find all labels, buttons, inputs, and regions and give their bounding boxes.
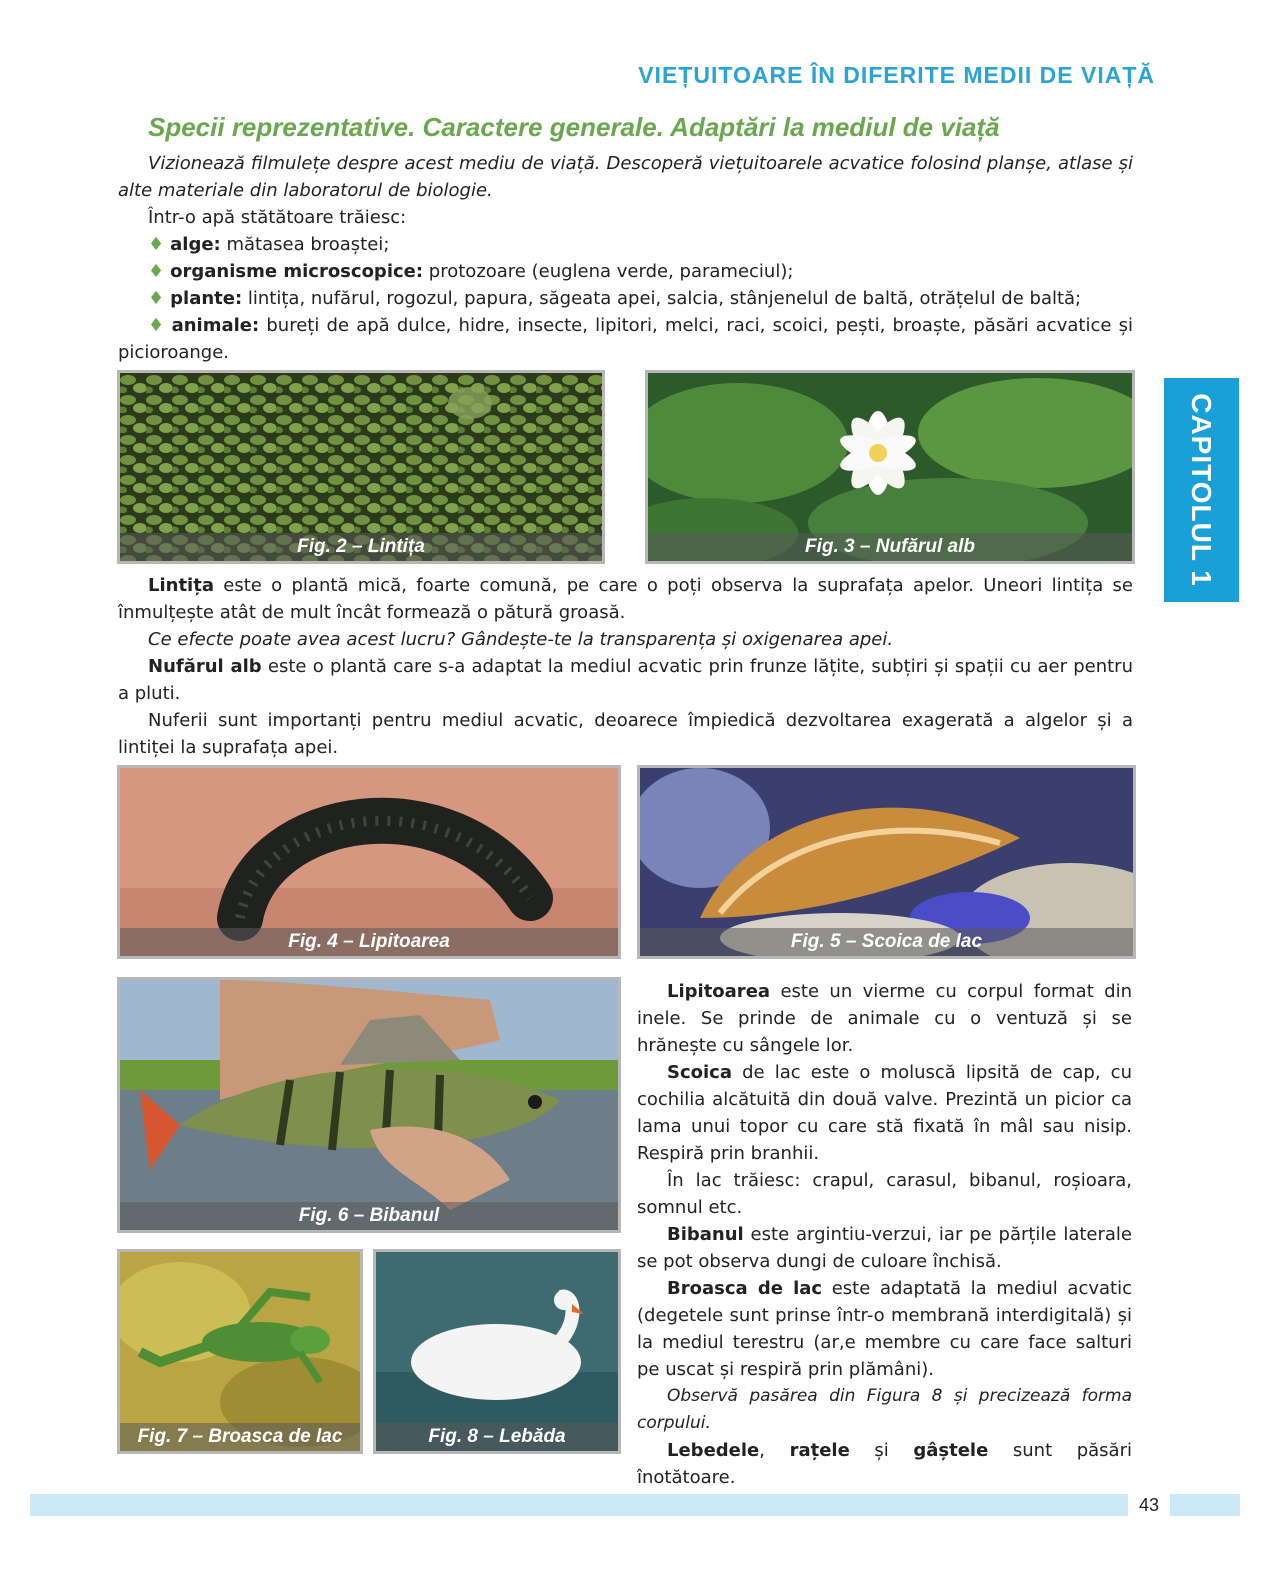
figure-lipitoarea <box>117 765 621 959</box>
paragraph-lebede: Lebedele, rațele și gâștele sunt păsări înotătoare. <box>637 1440 1132 1488</box>
caption-fig4: Fig. 4 – Lipitoarea <box>120 928 618 956</box>
chapter-tab-label: CAPITOLUL 1 <box>1186 393 1217 587</box>
figure-scoica <box>637 765 1136 959</box>
figure-lebada <box>373 1249 621 1454</box>
diamond-icon: ♦ <box>148 234 165 255</box>
right-text-column <box>637 978 1132 1518</box>
running-header: VIEȚUITOARE ÎN DIFERITE MEDII DE VIAȚĂ <box>638 62 1155 88</box>
lead-text: Într-o apă stătătoare trăiesc: <box>148 207 407 228</box>
caption-fig7: Fig. 7 – Broasca de lac <box>120 1423 360 1451</box>
frog-illustration <box>120 1252 360 1451</box>
paragraph-scoica: Scoica de lac este o moluscă lipsită de cap, cu cochilia alcătuită din două valve. Prezintă un picior ca lama unui topor cu care stă fixată în mâl sau nisip. Respiră prin branhii. <box>637 1062 1132 1164</box>
paragraph-broasca: Broasca de lac este adaptată la mediul acvatic (degetele sunt prinse într-o membrană interdigitală) și la mediul terestru (ar,e membre cu care face salturi pe uscat și respiră prin plămâni). <box>637 1278 1132 1380</box>
paragraph-nuferi: Nuferii sunt importanți pentru mediul acvatic, deoarece împiedică dezvoltarea exagerată a algelor și a lintiței la suprafața apei. <box>118 710 1133 758</box>
paragraph-nufar: Nufărul alb este o plantă care s-a adaptat la mediul acvatic prin frunze lățite, subțiri și spații cu aer pentru a pluti. <box>118 656 1133 704</box>
diamond-icon: ♦ <box>148 288 165 309</box>
bullet-item: ♦ organisme microscopice: protozoare (euglena verde, parameciul); <box>148 261 794 282</box>
diamond-icon: ♦ <box>148 261 165 282</box>
diamond-icon: ♦ <box>148 315 166 336</box>
section-title: Specii reprezentative. Caractere generale. Adaptări la mediul de viață <box>148 112 1000 142</box>
question-pasare: Observă pasărea din Figura 8 și precizează forma corpului. <box>637 1386 1132 1433</box>
caption-fig3: Fig. 3 – Nufărul alb <box>648 533 1132 561</box>
perch-illustration <box>120 980 618 1230</box>
question-lintita: Ce efecte poate avea acest lucru? Gândește-te la transparența și oxigenarea apei. <box>148 629 894 650</box>
intro-text: Vizionează filmulețe despre acest mediu de viață. Descoperă viețuitoarele acvatice folosind planșe, atlase și alte materiale din laboratorul de biologie. <box>118 153 1133 201</box>
paragraph-lipitoarea: Lipitoarea este un vierme cu corpul format din inele. Se prinde de animale cu o ventuză și se hrănește cu sângele lor. <box>637 981 1132 1056</box>
bullet-item: ♦ animale: bureți de apă dulce, hidre, insecte, lipitori, melci, raci, scoici, pești, broaște, păsări acvatice și picioroange. <box>118 315 1133 363</box>
paragraph-lintita: Lintița este o plantă mică, foarte comună, pe care o poți observa la suprafața apelor. Uneori lintița se înmulțește atât de mult încât formează o pătură groasă. <box>118 575 1133 623</box>
figure-broasca <box>117 1249 363 1454</box>
caption-fig8: Fig. 8 – Lebăda <box>376 1423 618 1451</box>
swan-illustration <box>376 1252 618 1451</box>
caption-fig2: Fig. 2 – Lintița <box>120 533 602 561</box>
bullet-item: ♦ plante: lintița, nufărul, rogozul, papura, săgeata apei, salcia, stânjenelul de baltă, otrățelul de baltă; <box>148 288 1082 309</box>
figure-nufar <box>645 370 1135 564</box>
middle-text-block <box>118 572 1133 761</box>
caption-fig6: Fig. 6 – Bibanul <box>120 1202 618 1230</box>
page-number: 43 <box>1128 1492 1170 1518</box>
paragraph-bibanul: Bibanul este argintiu-verzui, iar pe părțile laterale se pot observa dungi de culoare închisă. <box>637 1224 1132 1272</box>
figure-bibanul <box>117 977 621 1233</box>
intro-block <box>118 150 1133 366</box>
chapter-tab <box>1164 378 1239 602</box>
caption-fig5: Fig. 5 – Scoica de lac <box>640 928 1133 956</box>
paragraph-lac: În lac trăiesc: crapul, carasul, bibanul, roșioara, somnul etc. <box>637 1170 1132 1218</box>
footer-bar <box>30 1494 1240 1516</box>
bullet-item: ♦ alge: mătasea broaștei; <box>148 234 390 255</box>
figure-lintita <box>117 370 605 564</box>
